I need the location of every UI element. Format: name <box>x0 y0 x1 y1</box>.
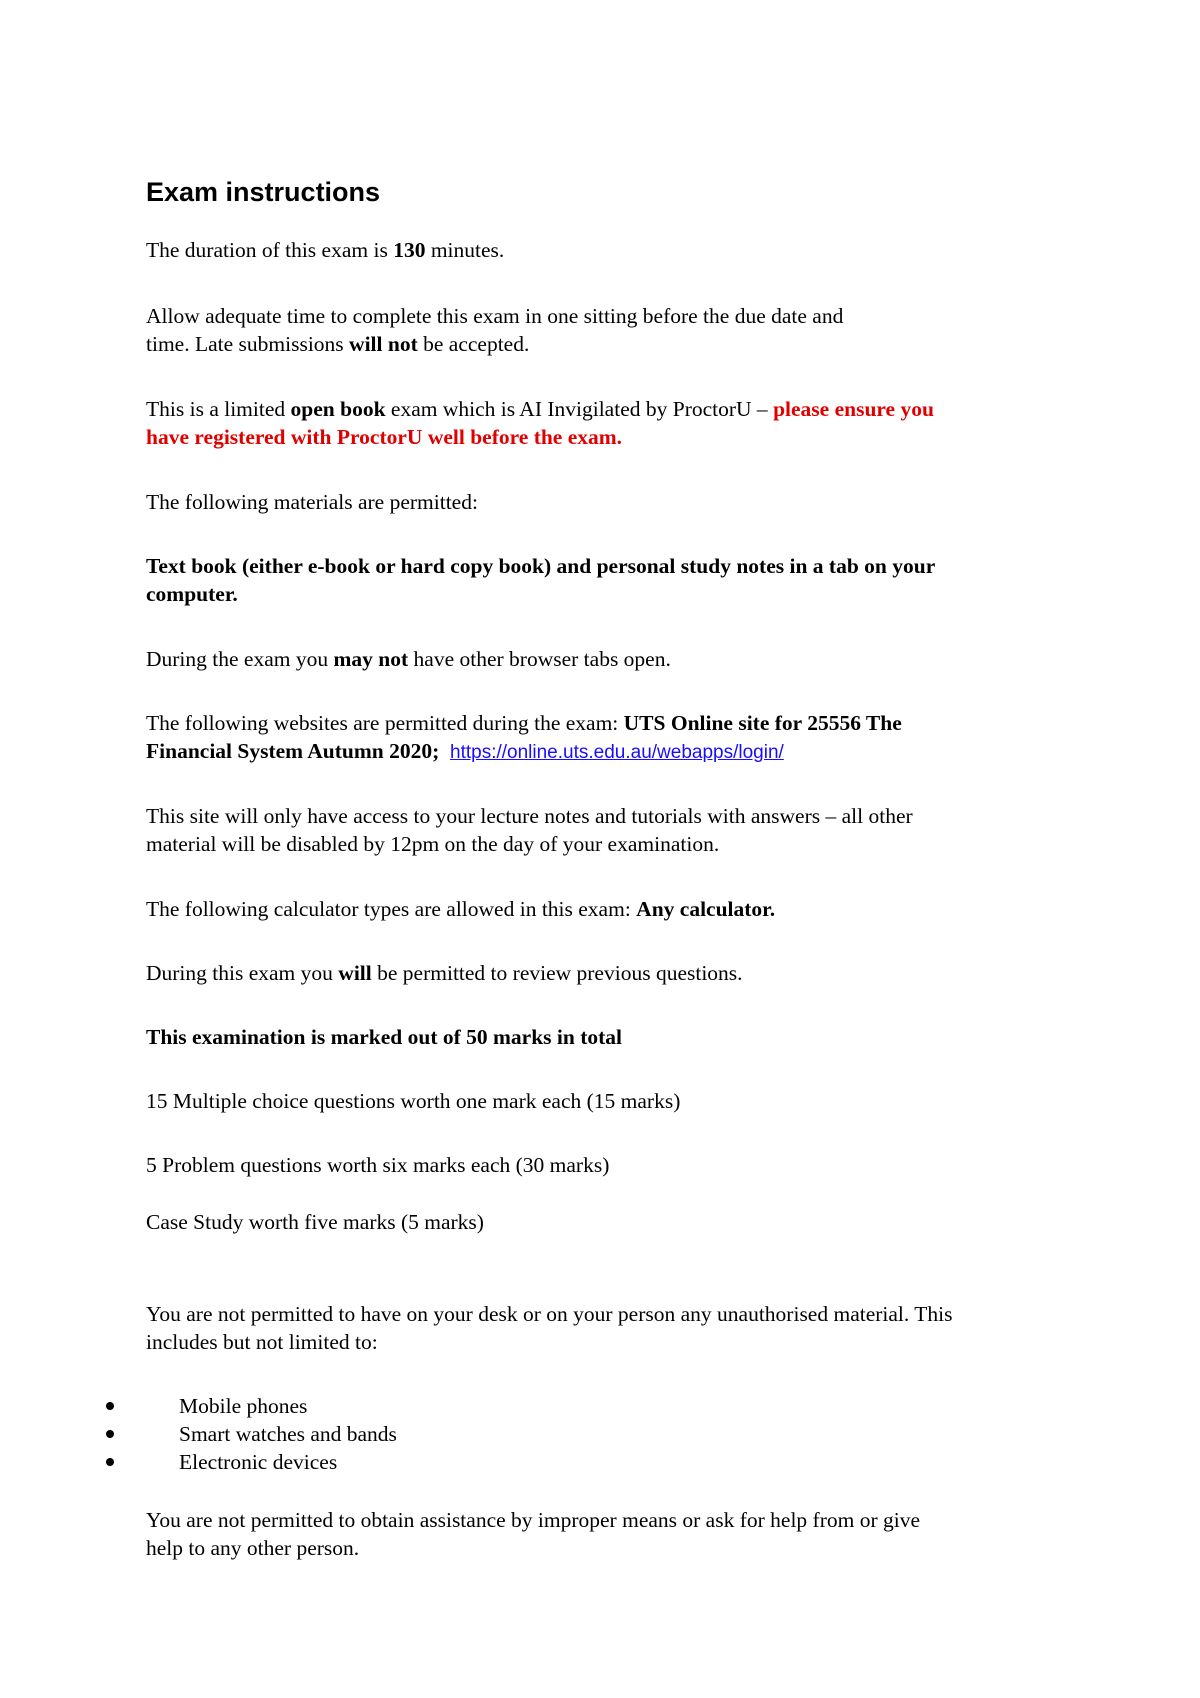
unauthorised-line-1: You are not permitted to have on your desk or on your person any unauthorised material. This <box>146 1302 953 1326</box>
section-multiple-choice: 15 Multiple choice questions worth one mark each (15 marks) <box>146 1089 681 1113</box>
may-not-emphasis: may not <box>333 647 409 671</box>
list-item-label: Mobile phones <box>179 1394 308 1418</box>
materials-intro: The following materials are permitted: <box>146 490 478 514</box>
uts-online-site: UTS Online site for 25556 The <box>623 711 902 735</box>
browser-tabs-paragraph <box>146 645 1066 673</box>
site-access-paragraph <box>146 802 1066 858</box>
proctoru-text: exam which is AI Invigilated by ProctorU – <box>385 397 774 421</box>
list-item-label: Electronic devices <box>179 1450 338 1474</box>
websites-text: The following websites are permitted during the exam: <box>146 711 624 735</box>
open-book-text: This is a limited <box>146 397 291 421</box>
permitted-materials-line-1: Text book (either e-book or hard copy book) and personal study notes in a tab on your <box>146 554 936 578</box>
bullet-icon <box>106 1402 114 1410</box>
tabs-text-end: have other browser tabs open. <box>408 647 671 671</box>
review-text-end: be permitted to review previous questions. <box>371 961 743 985</box>
uts-online-site-cont: Financial System Autumn 2020; <box>146 739 440 763</box>
permitted-materials <box>146 552 1066 608</box>
unauthorised-line-2: includes but not limited to: <box>146 1330 378 1354</box>
marks-total: This examination is marked out of 50 marks in total <box>146 1025 623 1049</box>
websites-paragraph <box>146 709 1066 767</box>
bullet-icon <box>106 1430 114 1438</box>
assistance-line-1: You are not permitted to obtain assistance by improper means or ask for help from or give <box>146 1508 921 1532</box>
bullet-icon <box>106 1458 114 1466</box>
will-emphasis: will <box>338 961 372 985</box>
page-title: Exam instructions <box>146 177 381 207</box>
duration-minutes: 130 <box>393 238 426 262</box>
allow-time-paragraph <box>146 302 1066 358</box>
access-line-1: This site will only have access to your lecture notes and tutorials with answers – all other <box>146 804 913 828</box>
review-paragraph <box>146 959 1066 987</box>
open-book-paragraph <box>146 395 1066 451</box>
uts-login-link[interactable]: https://online.uts.edu.au/webapps/login/ <box>450 742 784 763</box>
allow-line-2-end: be accepted. <box>417 332 530 356</box>
section-case-study: Case Study worth five marks (5 marks) <box>146 1210 484 1234</box>
calculator-text: The following calculator types are allowed in this exam: <box>146 897 637 921</box>
allow-line-1: Allow adequate time to complete this exam in one sitting before the due date and <box>146 304 844 328</box>
list-item-label: Smart watches and bands <box>179 1422 397 1446</box>
register-warning-line-1: please ensure you <box>773 397 934 421</box>
duration-paragraph <box>146 236 1066 264</box>
tabs-text: During the exam you <box>146 647 334 671</box>
allow-line-2: time. Late submissions <box>146 332 350 356</box>
open-book-emphasis: open book <box>290 397 386 421</box>
permitted-materials-line-2: computer. <box>146 582 238 606</box>
will-not-emphasis: will not <box>349 332 418 356</box>
duration-text-end: minutes. <box>425 238 505 262</box>
assistance-line-2: help to any other person. <box>146 1536 360 1560</box>
duration-text: The duration of this exam is <box>146 238 394 262</box>
assistance-paragraph <box>146 1506 1066 1562</box>
access-line-2: material will be disabled by 12pm on the day of your examination. <box>146 832 720 856</box>
section-problem-questions: 5 Problem questions worth six marks each (30 marks) <box>146 1153 610 1177</box>
register-warning-line-2: have registered with ProctorU well before the exam. <box>146 425 623 449</box>
any-calculator-emphasis: Any calculator. <box>636 897 776 921</box>
review-text: During this exam you <box>146 961 339 985</box>
unauthorised-paragraph <box>146 1300 1066 1356</box>
calculator-paragraph <box>146 895 1066 923</box>
